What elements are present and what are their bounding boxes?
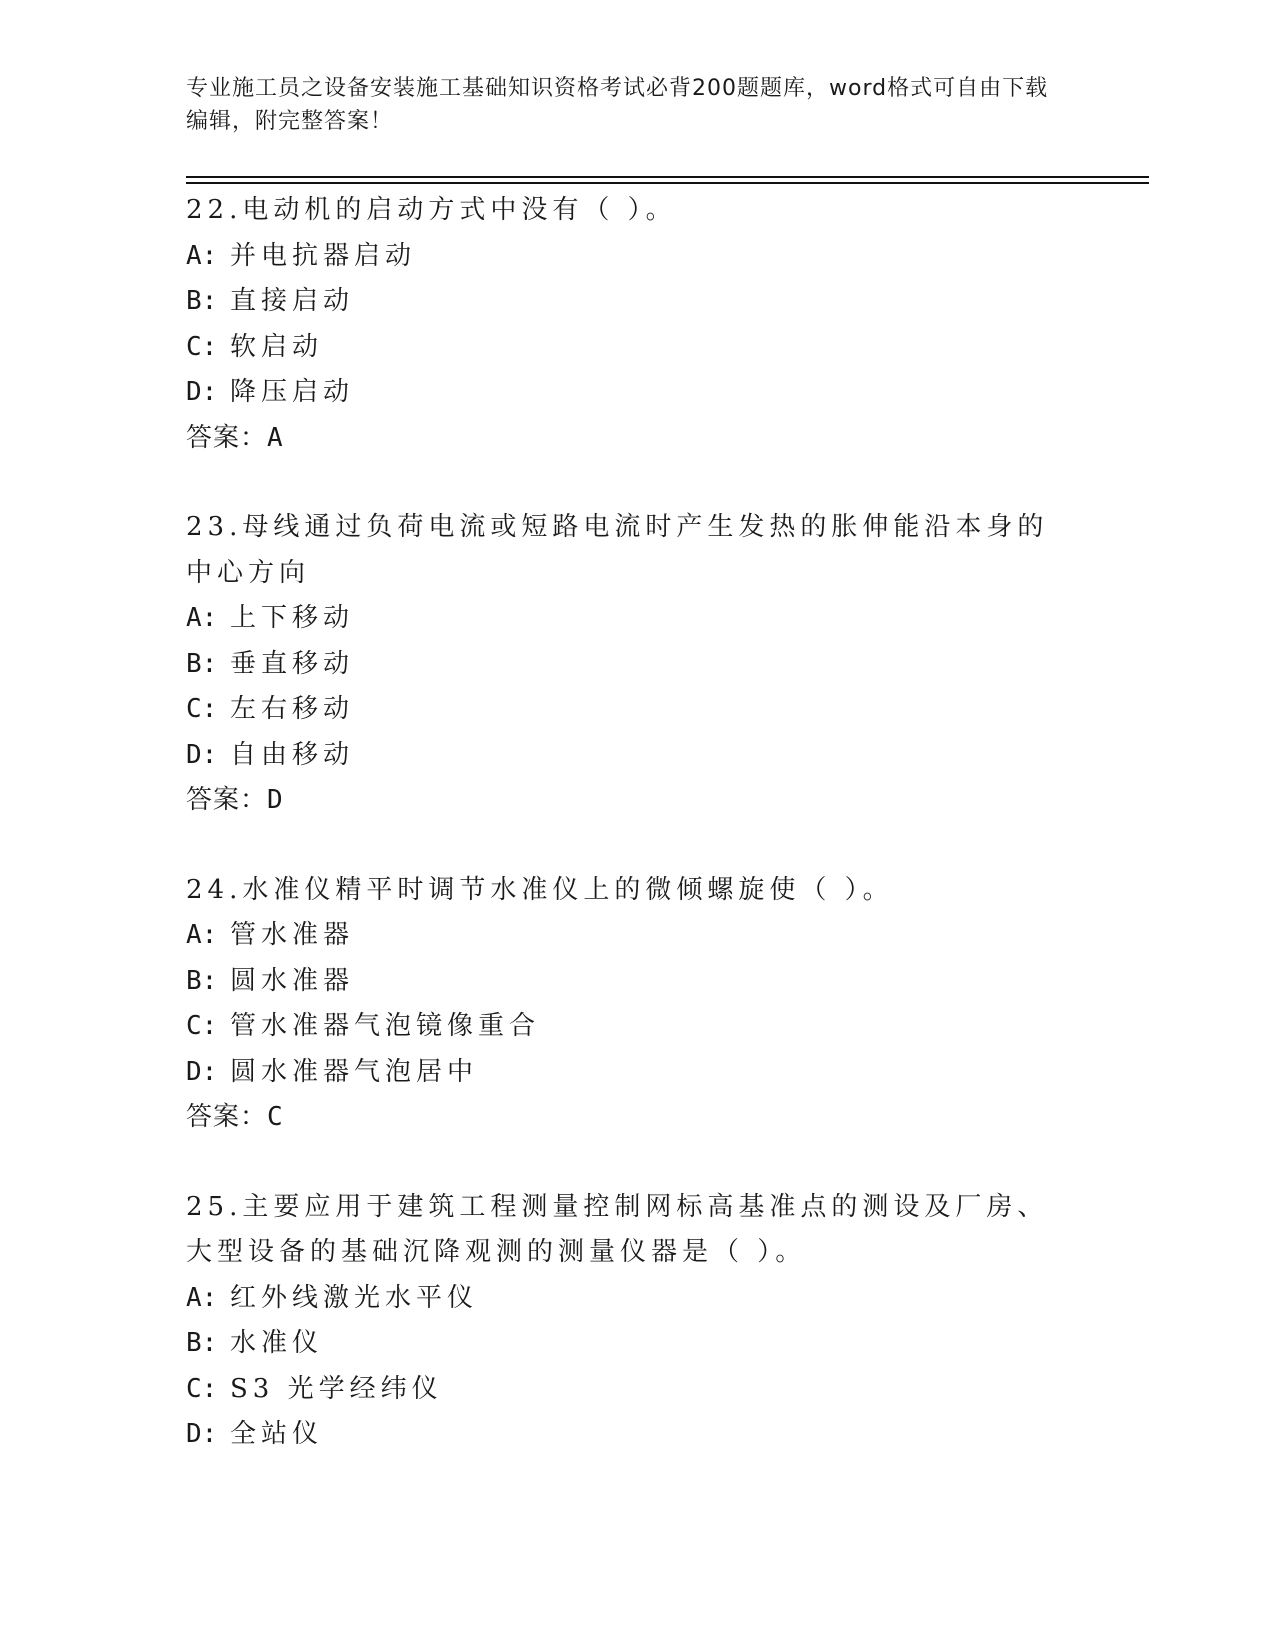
option-c	[186, 325, 1086, 371]
option-label: A:	[186, 920, 218, 950]
question-stem: 22.电动机的启动方式中没有（ ）。	[186, 195, 677, 225]
option-c	[186, 1367, 1086, 1413]
answer-value: C	[267, 1102, 284, 1132]
question-list	[186, 188, 1086, 1502]
option-text: 圆水准器气泡居中	[230, 1056, 479, 1087]
option-text: 垂直移动	[230, 648, 355, 679]
option-text: 管水准器	[230, 920, 355, 950]
option-text: 全站仪	[230, 1419, 324, 1449]
answer-value: A	[267, 422, 284, 453]
question-stem: 25.主要应用于建筑工程测量控制网标高基准点的测设及厂房、大型设备的基础沉降观测的测量仪器是（ ）。	[186, 1191, 1049, 1267]
option-a	[186, 1276, 1086, 1322]
option-label: B:	[186, 648, 218, 679]
option-b	[186, 642, 1086, 688]
answer-value: D	[267, 785, 284, 815]
option-d	[186, 1412, 1086, 1458]
option-text: 管水准器气泡镜像重合	[230, 1011, 541, 1041]
option-label: A:	[186, 1282, 218, 1313]
option-d	[186, 1050, 1086, 1096]
option-label: B:	[186, 286, 218, 316]
option-text: 降压启动	[230, 377, 355, 407]
option-a	[186, 913, 1086, 959]
header-rule-top	[186, 176, 1149, 178]
option-text: 红外线激光水平仪	[230, 1282, 479, 1313]
option-text: 上下移动	[230, 603, 355, 633]
option-text: 自由移动	[230, 739, 355, 770]
option-b	[186, 959, 1086, 1005]
option-label: B:	[186, 965, 218, 996]
option-label: D:	[186, 1419, 218, 1449]
option-text: 软启动	[230, 331, 324, 362]
header-rule-bottom	[186, 182, 1149, 184]
option-d	[186, 370, 1086, 416]
option-label: A:	[186, 603, 218, 633]
option-label: D:	[186, 377, 218, 407]
option-text: S3 光学经纬仪	[230, 1373, 443, 1404]
option-label: B:	[186, 1328, 218, 1358]
option-label: C:	[186, 331, 218, 362]
option-text: 并电抗器启动	[230, 240, 417, 271]
answer-label: 答案：	[186, 422, 268, 453]
option-text: 直接启动	[230, 286, 355, 316]
option-d	[186, 733, 1086, 779]
option-c	[186, 1004, 1086, 1050]
option-label: C:	[186, 694, 218, 724]
option-label: A:	[186, 240, 218, 271]
answer-line	[186, 778, 1086, 824]
question-stem: 24.水准仪精平时调节水准仪上的微倾螺旋使（ ）。	[186, 874, 894, 905]
option-label: D:	[186, 739, 218, 770]
option-b	[186, 279, 1086, 325]
answer-line	[186, 1095, 1086, 1141]
option-c	[186, 687, 1086, 733]
option-label: D:	[186, 1056, 218, 1087]
question-25	[186, 1185, 1086, 1458]
question-22	[186, 188, 1086, 461]
option-text: 圆水准器	[230, 965, 355, 996]
option-label: C:	[186, 1373, 218, 1404]
option-a	[186, 596, 1086, 642]
answer-line	[186, 416, 1086, 462]
document-header: 专业施工员之设备安装施工基础知识资格考试必背200题题库，word格式可自由下载编辑，附完整答案！	[186, 76, 1049, 134]
question-24	[186, 868, 1086, 1141]
answer-label: 答案：	[186, 785, 268, 815]
option-text: 左右移动	[230, 694, 355, 724]
question-stem: 23.母线通过负荷电流或短路电流时产生发热的胀伸能沿本身的中心方向	[186, 512, 1049, 588]
question-23	[186, 505, 1086, 824]
option-label: C:	[186, 1011, 218, 1041]
answer-label: 答案：	[186, 1102, 268, 1132]
option-a	[186, 234, 1086, 280]
option-b	[186, 1321, 1086, 1367]
option-text: 水准仪	[230, 1328, 324, 1358]
